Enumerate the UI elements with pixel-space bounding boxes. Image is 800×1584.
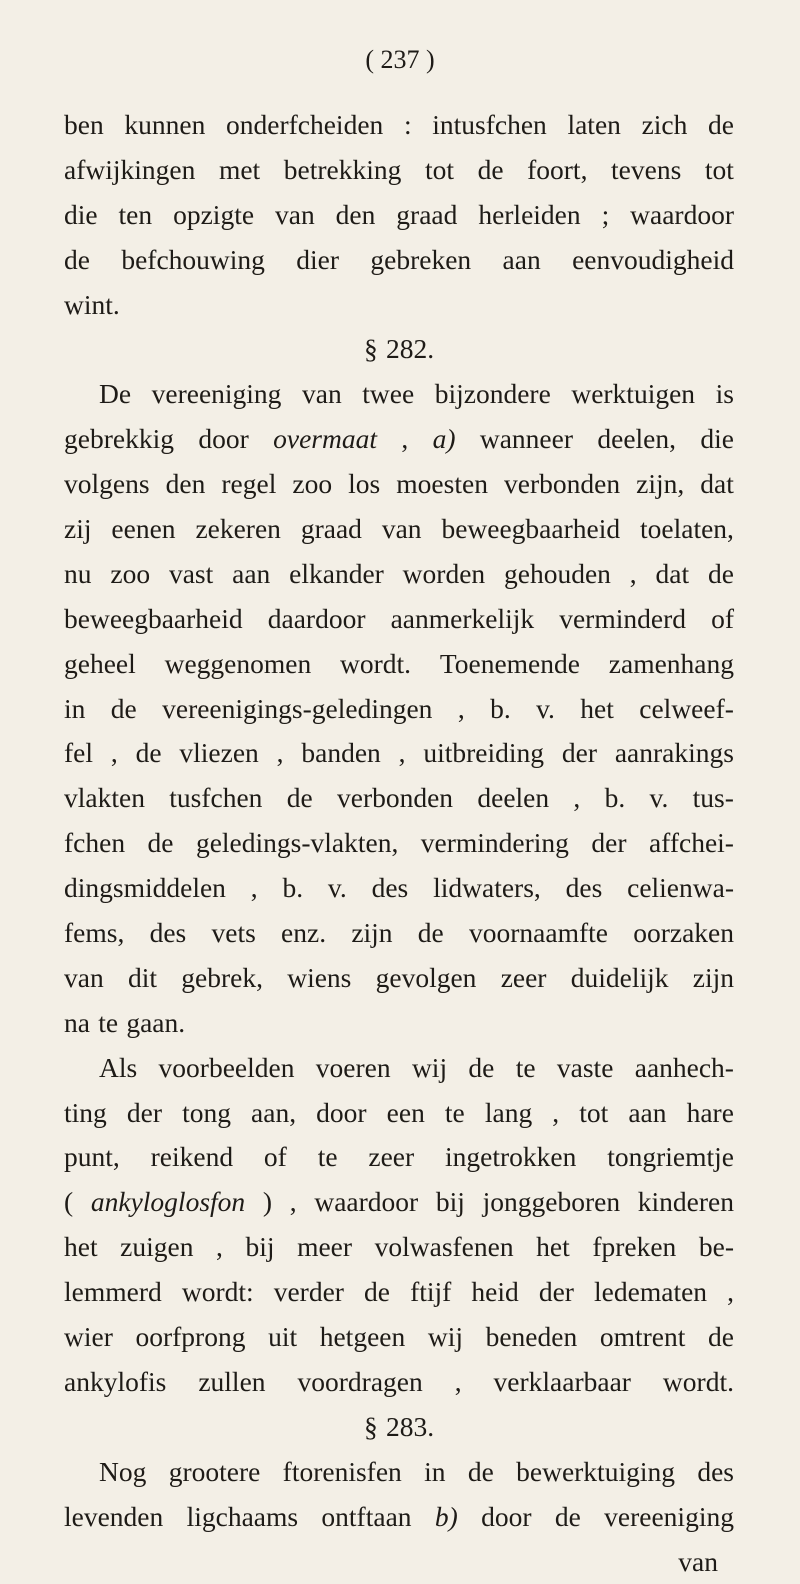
word: zekeren [195,507,280,552]
word: van [275,193,315,238]
word: b. [605,776,626,821]
word: de [136,731,162,776]
word: , [727,1270,734,1315]
word: dat [656,552,690,597]
word: de [708,103,734,148]
word: wij [412,1046,447,1091]
text-line [64,372,734,417]
word: los [348,462,380,507]
word: wier [64,1315,113,1360]
text-line [64,238,734,283]
word: der [539,1270,574,1315]
word: , [277,731,284,776]
text-line [64,1135,734,1180]
word: levenden [64,1495,163,1540]
word: ligchaams [187,1495,299,1540]
word: grootere [169,1450,261,1495]
word: zijn, [636,462,684,507]
word: oorfprong [135,1315,245,1360]
word: Nog [99,1450,146,1495]
word: , [251,866,258,911]
word: dingsmiddelen [64,866,226,911]
word: dier [296,238,339,283]
word: te [516,1046,536,1091]
word: vaste [557,1046,614,1091]
text-line [64,911,734,956]
word: foort, [527,148,587,193]
word: dat [700,462,734,507]
word: lidwaters, [433,866,541,911]
word: tusfchen [169,776,262,821]
word: waardoor [630,193,734,238]
text-line [64,956,734,1001]
word: , [290,1180,297,1225]
text-line [64,597,734,642]
word: den [166,462,206,507]
word: aan [503,238,541,283]
word: ontftaan [321,1495,411,1540]
word: overmaat [273,417,377,462]
word: voorbeelden [159,1046,295,1091]
word: vermindering [421,821,569,866]
word: de [555,1495,581,1540]
word: zamenhang [609,642,734,687]
word: intusfchen [432,103,547,148]
word: vliezen [179,731,258,776]
text-line [64,1225,734,1270]
word: ting [64,1091,107,1136]
word: de [478,148,504,193]
word: celienwa- [627,866,734,911]
word: aanhech- [635,1046,734,1091]
word: de [64,238,90,283]
word: bewerktuiging [516,1450,675,1495]
word: tot [579,1091,608,1136]
word: bij [436,1180,465,1225]
word: door [198,417,248,462]
word: reikend [151,1135,233,1180]
word: in [64,687,85,732]
word: wanneer [480,417,573,462]
word: dit [128,956,157,1001]
text-line [64,327,734,372]
word: nu [64,552,92,597]
word: v. [650,776,669,821]
text-line [64,1495,734,1540]
word: laten [567,103,620,148]
word: des [566,866,603,911]
word: kinderen [638,1180,734,1225]
word: gebreken [370,238,471,283]
word: opzigte [173,193,254,238]
text-line [64,103,734,148]
word: fchen [64,821,125,866]
word: de [468,1046,494,1091]
word: der [591,821,626,866]
word: de [148,821,174,866]
word: ; [602,193,610,238]
text-line [64,1046,734,1091]
word: , [455,1360,462,1405]
word: kunnen [124,103,205,148]
word: affchei- [649,821,734,866]
word: v. [536,687,555,732]
word: tot [425,148,454,193]
word: te [98,1001,118,1046]
text-line [64,1180,734,1225]
word: of [264,1135,287,1180]
word: eenen [111,507,175,552]
word: beweegbaarheid [441,507,620,552]
word: worden [403,552,485,597]
word: , [399,731,406,776]
word: des [372,866,409,911]
word: beweegbaarheid [64,597,243,642]
word: punt, [64,1135,120,1180]
word: gaan. [126,1001,185,1046]
word: : [404,103,412,148]
text-line [64,1360,734,1405]
text-line [64,731,734,776]
text-line [64,687,734,732]
word: gebrekkig [64,417,174,462]
word: gevolgen [376,956,477,1001]
text-line [64,417,734,462]
word: die [700,417,734,462]
text-line [64,193,734,238]
word: in [424,1450,445,1495]
word: eenvoudigheid [572,238,734,283]
word: § [364,1405,378,1450]
word: verder [274,1270,344,1315]
word: celweef- [639,687,734,732]
word: zeer [501,956,547,1001]
word: geledings-vlakten, [196,821,398,866]
word: daardoor [268,597,366,642]
word: met [219,148,260,193]
word: heid [471,1270,518,1315]
word: de [287,776,313,821]
word: zullen [198,1360,265,1405]
word: die [64,193,98,238]
text-line [64,1001,734,1046]
text-line [64,283,734,328]
word: wij [428,1315,463,1360]
word: tong [182,1091,231,1136]
word: , [216,1225,223,1270]
word: vast [169,552,213,597]
word: deelen, [597,417,676,462]
word: uitbreiding [423,731,544,776]
word: afwijkingen [64,148,195,193]
text-line [64,1270,734,1315]
word: 283. [386,1405,434,1450]
word: der [562,731,597,776]
word: vereeniging [152,372,282,417]
word: v. [328,866,347,911]
text-line [64,821,734,866]
word: zich [642,103,688,148]
word: wordt. [663,1360,734,1405]
word: aan [628,1091,666,1136]
word: weggenomen [165,642,312,687]
word: ledematen [594,1270,707,1315]
word: ankylofis [64,1360,166,1405]
word: de [708,552,734,597]
word: , [458,687,465,732]
word: , [401,417,408,462]
word: lang [485,1091,532,1136]
word: De [99,372,131,417]
text-line [64,642,734,687]
word: voeren [316,1046,391,1091]
text-line [64,552,734,597]
word: tongriemtje [607,1135,734,1180]
word: geheel [64,642,136,687]
word: bijzondere [435,372,551,417]
word: fems, [64,911,124,956]
word: twee [362,372,414,417]
word: vereeniging [604,1495,734,1540]
word: zijn [351,911,392,956]
text-line [64,1450,734,1495]
text-line [64,866,734,911]
word: des [150,911,187,956]
word: wordt: [182,1270,254,1315]
word: gebrek, [181,956,263,1001]
text-line [64,1540,734,1584]
word: het [580,687,614,732]
word: graad [396,193,457,238]
word: betrekking [284,148,402,193]
word: den [336,193,376,238]
page-number: ( 237 ) [0,45,800,75]
word: wordt. [340,642,411,687]
word: befchouwing [121,238,265,283]
word: Toenemende [440,642,580,687]
word: verminderd [559,597,686,642]
word: vets [211,911,255,956]
word: des [697,1450,734,1495]
word: deelen [477,776,549,821]
word: verbonden [337,776,453,821]
word: der [127,1091,162,1136]
word: van [302,372,342,417]
word: hetgeen [320,1315,406,1360]
word: volwasfenen [375,1225,514,1270]
word: , [573,776,580,821]
word: , [630,552,637,597]
word: zoo [292,462,332,507]
word: zuigen [120,1225,193,1270]
word: § [364,327,378,372]
word: b) [435,1495,458,1540]
word: verklaarbaar [494,1360,631,1405]
word: verbonden [504,462,620,507]
text-line [64,507,734,552]
word: meer [297,1225,352,1270]
word: zijn [693,956,734,1001]
word: zij [64,507,92,552]
word: tot [705,148,734,193]
word: a) [433,417,456,462]
word: uit [268,1315,297,1360]
word: fpreken [592,1225,676,1270]
word: , [552,1091,559,1136]
word: be- [699,1225,734,1270]
word: fel [64,731,93,776]
word: voornaamfte [469,911,608,956]
word: ingetrokken [445,1135,576,1180]
word: jonggeboren [483,1180,620,1225]
word: aan [232,552,270,597]
word: vlakten [64,776,145,821]
word: de [468,1450,494,1495]
word: gehouden [504,552,611,597]
word: te [318,1135,338,1180]
word: onderfcheiden [226,103,383,148]
word: vereenigings-geledingen [162,687,432,732]
word: graad [301,507,362,552]
word: aanmerkelijk [391,597,535,642]
text-line [64,1091,734,1136]
word: de [111,687,137,732]
word: door [481,1495,531,1540]
text-line [64,148,734,193]
word: regel [221,462,276,507]
word: lemmerd [64,1270,162,1315]
text-line [64,1405,734,1450]
word: of [711,597,734,642]
word: Als [99,1046,137,1091]
word: 282. [386,327,434,372]
word: hare [687,1091,734,1136]
word: de [708,1315,734,1360]
word: ben [64,103,104,148]
word: zeer [368,1135,414,1180]
word: is [716,372,734,417]
word: tevens [611,148,681,193]
word: toelaten, [640,507,734,552]
word: de [364,1270,390,1315]
word: zoo [110,552,150,597]
word: ( [64,1180,73,1225]
word: duidelijk [571,956,669,1001]
word: tus- [693,776,734,821]
word: omtrent [600,1315,686,1360]
text-line [64,462,734,507]
word: voordragen [298,1360,423,1405]
word: b. [490,687,511,732]
word: , [111,731,118,776]
word: oorzaken [633,911,734,956]
word: de [418,911,444,956]
word: b. [282,866,303,911]
word: elkander [289,552,384,597]
word: banden [301,731,380,776]
word: volgens [64,462,150,507]
word: aanrakings [615,731,734,776]
text-line [64,776,734,821]
body-text [64,103,734,1584]
word: het [64,1225,98,1270]
word: te [445,1091,465,1136]
text-line [64,1315,734,1360]
word: enz. [281,911,326,956]
word: een [387,1091,425,1136]
word: ) [263,1180,272,1225]
word: ftorenisfen [283,1450,402,1495]
word: werktuigen [571,372,695,417]
word: ankyloglosfon [91,1180,245,1225]
word: wint. [64,283,120,328]
word: bij [245,1225,274,1270]
word: van [64,956,104,1001]
word: ten [119,193,153,238]
word: het [536,1225,570,1270]
word: wiens [287,956,351,1001]
word: door [316,1091,366,1136]
word: ftijf [410,1270,451,1315]
word: moesten [396,462,488,507]
word: beneden [486,1315,578,1360]
word: van [382,507,422,552]
word: waardoor [314,1180,418,1225]
word: herleiden [478,193,580,238]
word: van [678,1540,718,1584]
word: aan, [251,1091,296,1136]
word: na [64,1001,90,1046]
